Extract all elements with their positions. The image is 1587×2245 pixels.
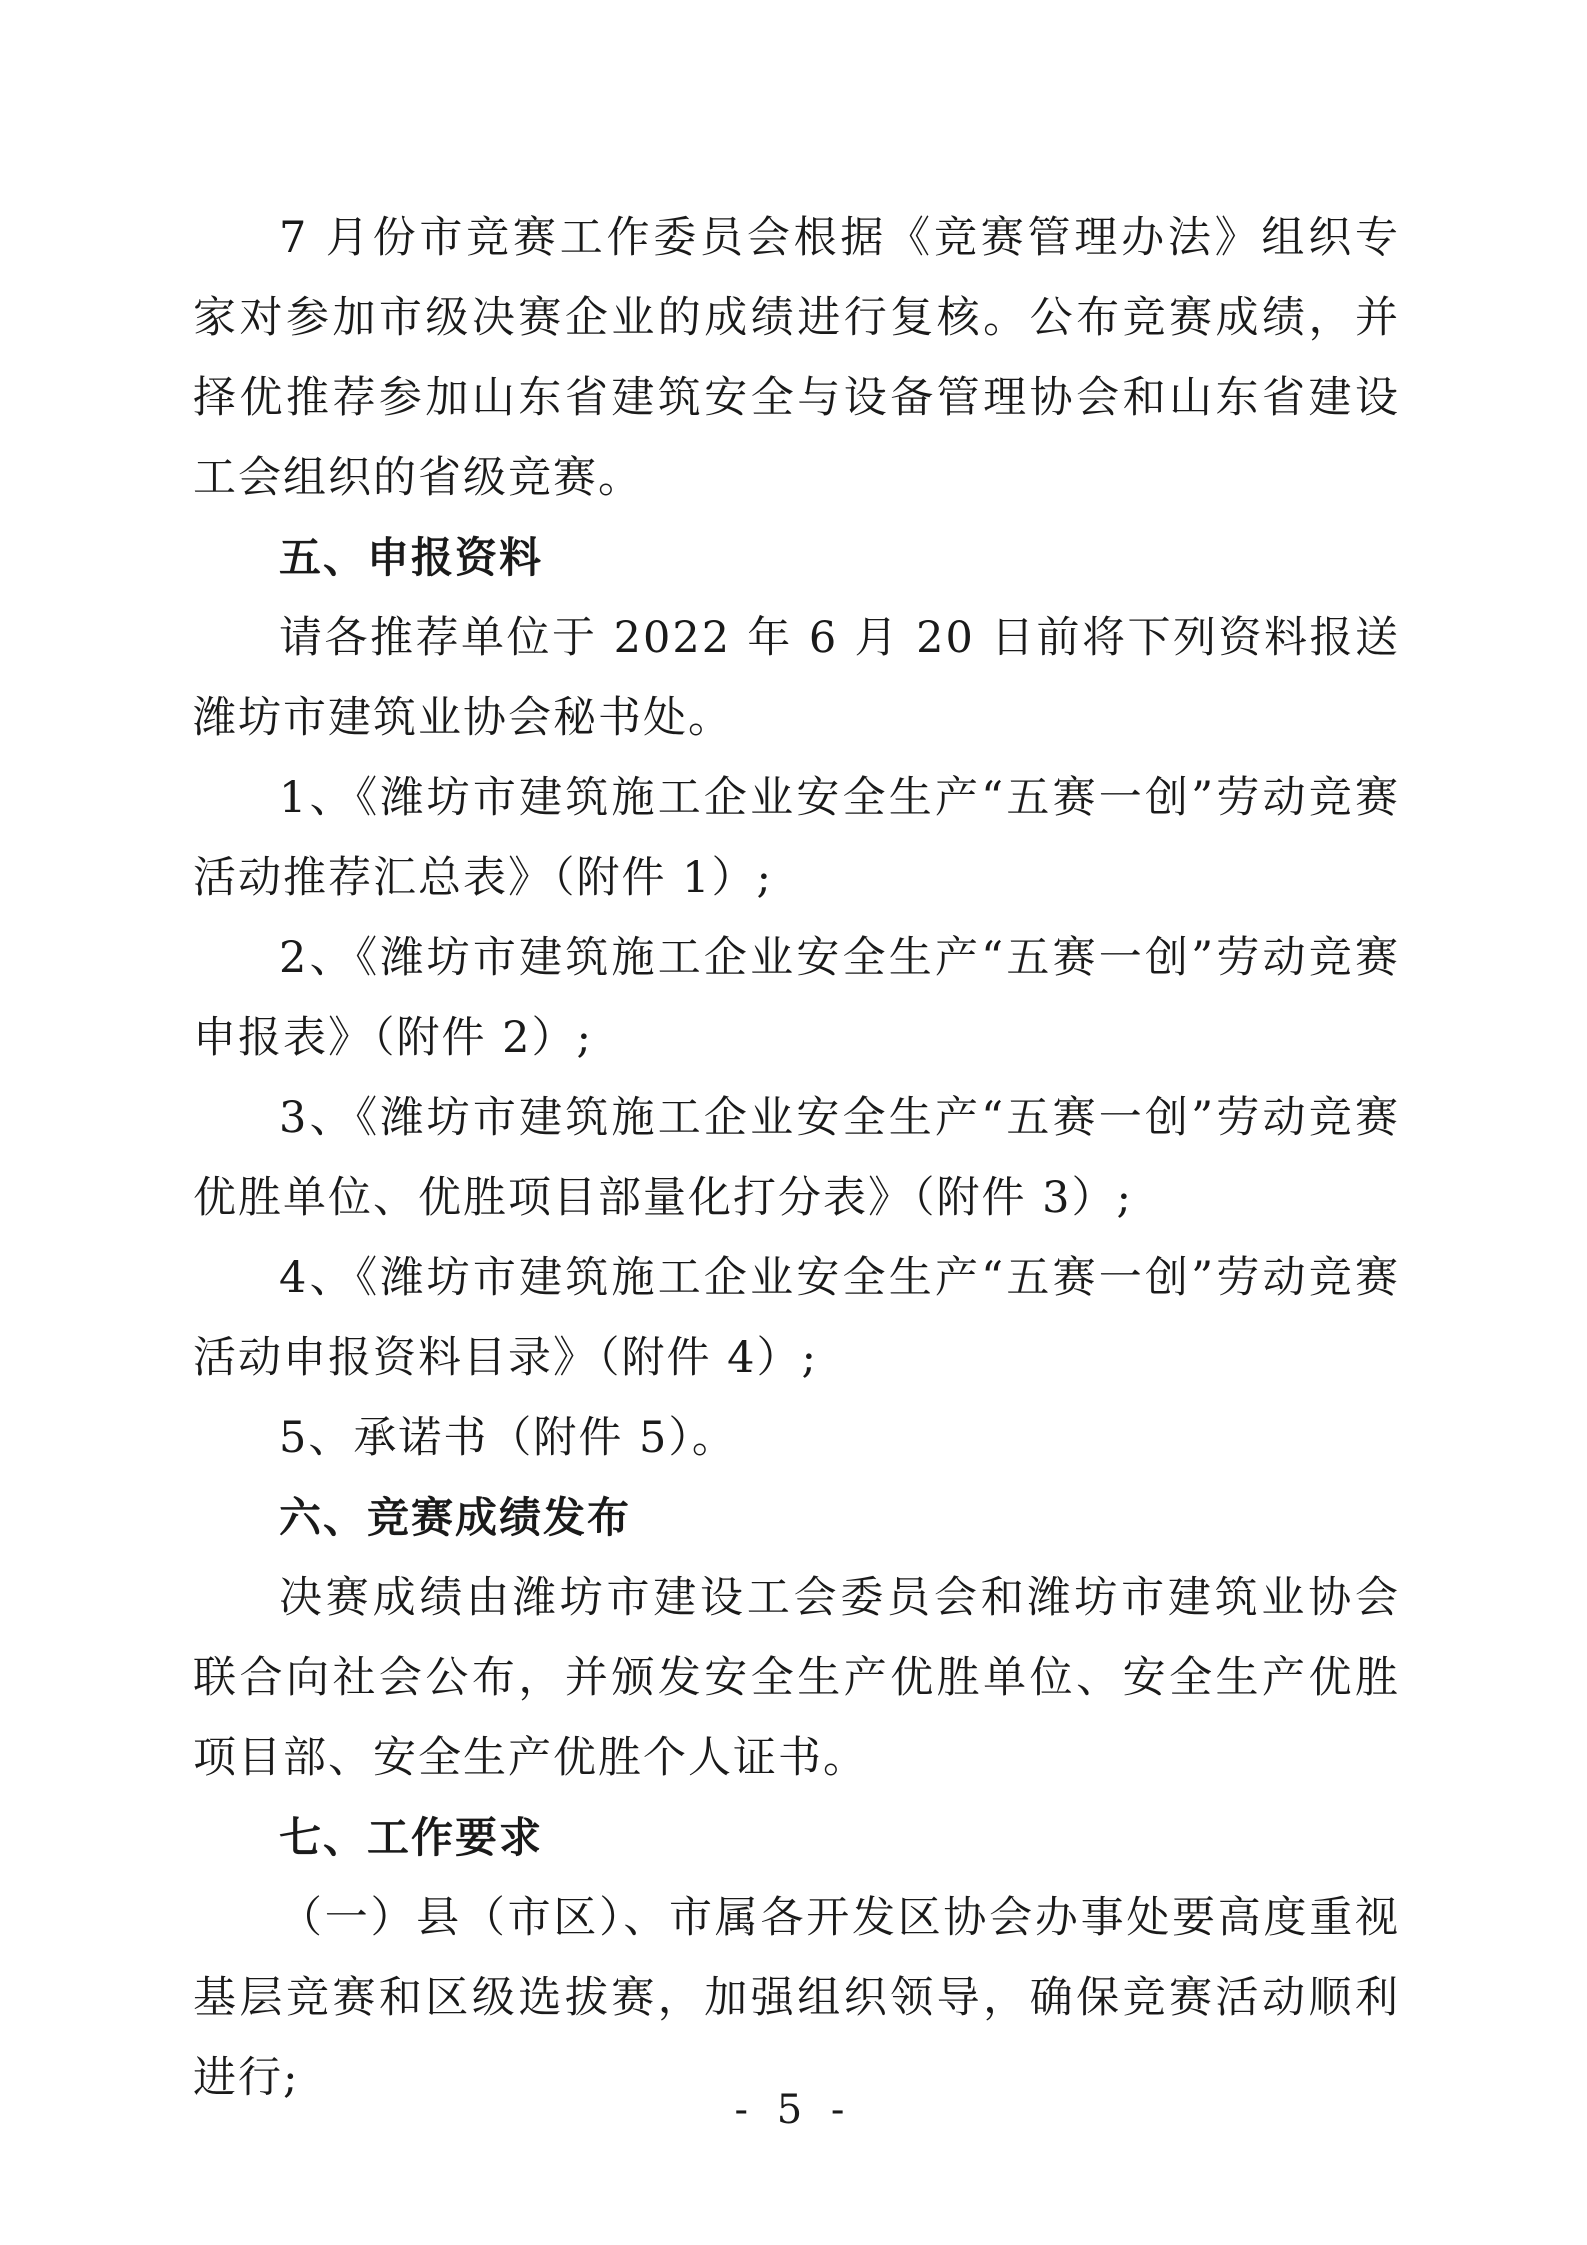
heading-results-release: 六、竞赛成绩发布 [279,1493,632,1542]
paragraph-review-results: 7 月份市竞赛工作委员会根据《竞赛管理办法》组织专家对参加市级决赛企业的成绩进行复核。公布竞赛成绩，并择优推荐参加山东省建筑安全与设备管理协会和山东省建设工会组织的省级竞赛。 [193,213,1400,503]
paragraph-requirement-1: （一）县（市区）、市属各开发区协会办事处要高度重视基层竞赛和区级选拔赛，加强组织领导，确保竞赛活动顺利进行; [193,1893,1400,2103]
list-item-attachment-3: 3、《潍坊市建筑施工企业安全生产“五赛一创”劳动竞赛优胜单位、优胜项目部量化打分表》（附件 3）; [193,1093,1400,1223]
list-item-attachment-4: 4、《潍坊市建筑施工企业安全生产“五赛一创”劳动竞赛活动申报资料目录》（附件 4）; [193,1253,1400,1383]
list-item-attachment-2: 2、《潍坊市建筑施工企业安全生产“五赛一创”劳动竞赛申报表》（附件 2）; [193,933,1400,1063]
list-item-attachment-5: 5、承诺书（附件 5）。 [279,1413,737,1463]
paragraph-results-announcement: 决赛成绩由潍坊市建设工会委员会和潍坊市建筑业协会联合向社会公布，并颁发安全生产优胜单位、安全生产优胜项目部、安全生产优胜个人证书。 [193,1573,1400,1783]
paragraph-submission-deadline: 请各推荐单位于 2022 年 6 月 20 日前将下列资料报送潍坊市建筑业协会秘书处。 [193,613,1400,743]
heading-work-requirements: 七、工作要求 [279,1813,544,1862]
page-number: - 5 - [734,2087,853,2133]
heading-application-materials: 五、申报资料 [279,533,544,582]
list-item-attachment-1: 1、《潍坊市建筑施工企业安全生产“五赛一创”劳动竞赛活动推荐汇总表》（附件 1）; [193,773,1400,903]
document-body [193,198,1400,2118]
